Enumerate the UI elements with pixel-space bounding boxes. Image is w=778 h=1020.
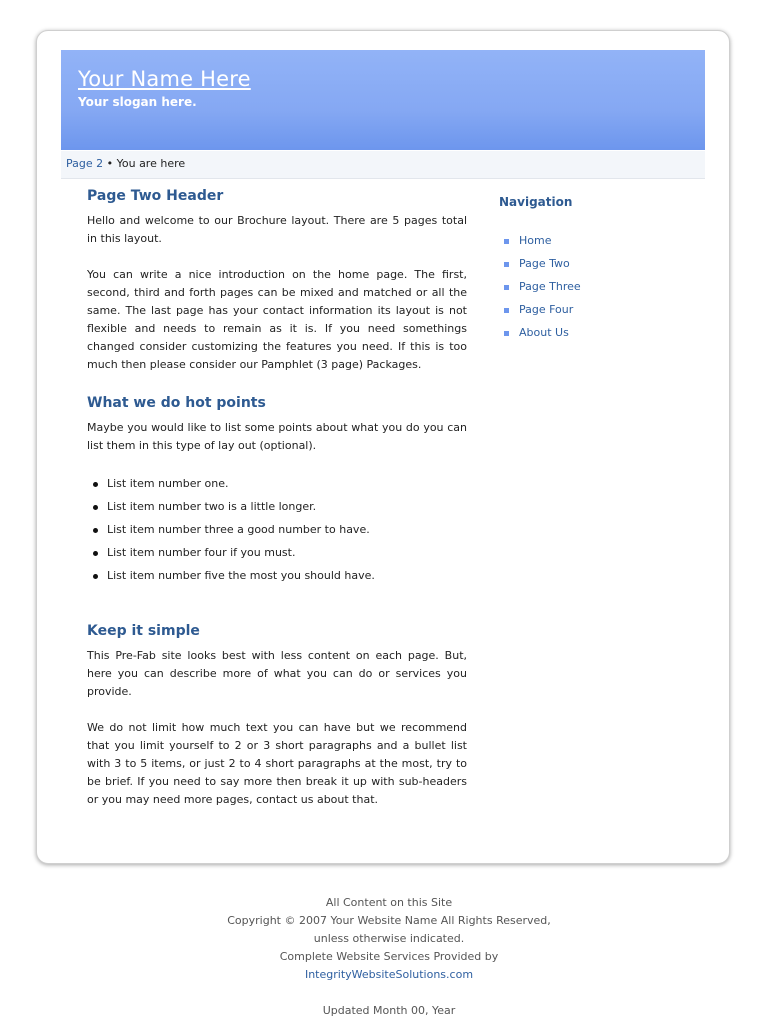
hot-points-list — [87, 475, 467, 590]
bullet-icon — [93, 482, 98, 487]
breadcrumb-separator: • — [103, 157, 117, 170]
keep-simple-paragraph: This Pre-Fab site looks best with less content on each page. But, here you can describe more of what you can do or services you provide. — [87, 649, 467, 698]
sidebar — [499, 195, 689, 339]
limit-text-paragraph: We do not limit how much text you can have but we recommend that you limit yourself to 2 or 3 short paragraphs and a bullet list with 3 to 5 items, or just 2 to 4 short paragraphs at the most, try to be brief. If you need to say more then break it up with sub-headers or you may need more pages, contact us about that. — [87, 721, 467, 806]
footer-content-line: All Content on this Site — [325, 896, 453, 909]
square-bullet-icon — [504, 331, 509, 336]
list-item: List item number three a good number to have. — [87, 521, 467, 544]
list-item: List item number five the most you should have. — [87, 567, 467, 590]
list-item: List item number one. — [87, 475, 467, 498]
square-bullet-icon — [504, 262, 509, 267]
site-footer — [0, 894, 778, 1020]
page-two-heading: Page Two Header — [87, 188, 224, 204]
nav-item-page-four[interactable]: Page Four — [499, 301, 581, 324]
site-slogan: Your slogan here. — [78, 95, 197, 109]
site-header — [61, 50, 705, 150]
footer-indicated-line: unless otherwise indicated. — [313, 932, 465, 945]
description-paragraph: You can write a nice introduction on the home page. The first, second, third and forth pages can be mixed and matched or all the same. The last page has your contact information its layout is not flexible and needs to remain as it is. If you need somethings changed consider customizing the features you need. If this is too much then please consider our Pamphlet (3 page) Packages. — [87, 268, 467, 371]
square-bullet-icon — [504, 239, 509, 244]
footer-provider-link[interactable]: IntegrityWebsiteSolutions.com — [304, 968, 474, 981]
breadcrumb-link-page-2[interactable]: Page 2 — [66, 157, 104, 170]
footer-services-line: Complete Website Services Provided by — [279, 950, 499, 963]
bullet-icon — [93, 574, 98, 579]
breadcrumb — [61, 151, 705, 179]
main-content — [87, 188, 467, 809]
nav-item-page-three[interactable]: Page Three — [499, 278, 581, 301]
bullet-icon — [93, 528, 98, 533]
hot-points-heading: What we do hot points — [87, 395, 266, 411]
footer-updated-date: Updated Month 00, Year — [322, 1004, 456, 1017]
keep-simple-heading: Keep it simple — [87, 623, 200, 639]
breadcrumb-current: You are here — [116, 157, 186, 170]
square-bullet-icon — [504, 285, 509, 290]
nav-item-about-us[interactable]: About Us — [499, 324, 581, 347]
navigation-heading: Navigation — [499, 195, 573, 209]
intro-paragraph: Hello and welcome to our Brochure layout. There are 5 pages total in this layout. — [87, 214, 467, 245]
navigation-list — [499, 232, 581, 347]
hot-points-paragraph: Maybe you would like to list some points about what you do you can list them in this type of lay out (optional). — [87, 421, 467, 452]
site-title-link[interactable]: Your Name Here — [78, 67, 251, 91]
footer-copyright-line: Copyright © 2007 Your Website Name All Rights Reserved, — [227, 914, 551, 927]
bullet-icon — [93, 505, 98, 510]
nav-item-home[interactable]: Home — [499, 232, 581, 255]
nav-item-page-two[interactable]: Page Two — [499, 255, 581, 278]
square-bullet-icon — [504, 308, 509, 313]
list-item: List item number four if you must. — [87, 544, 467, 567]
list-item: List item number two is a little longer. — [87, 498, 467, 521]
bullet-icon — [93, 551, 98, 556]
